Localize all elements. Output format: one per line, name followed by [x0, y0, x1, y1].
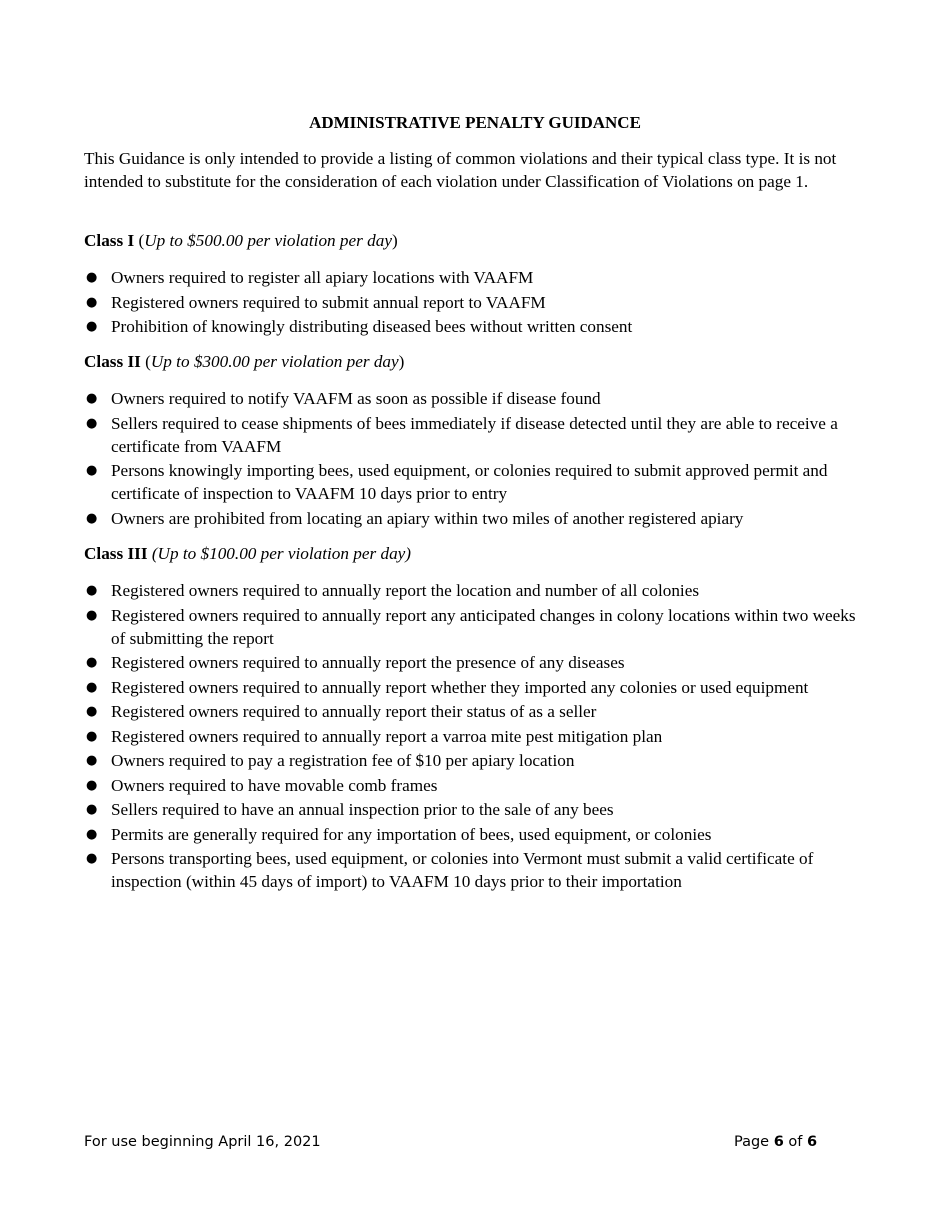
list-item	[84, 579, 866, 602]
bullet-icon: ●	[86, 777, 98, 793]
class-2-limit: Up to $300.00 per violation per day	[150, 352, 399, 371]
page-label: Page	[734, 1134, 770, 1150]
footer-effective-date: For use beginning April 16, 2021	[84, 1134, 321, 1150]
list-item-text: Owners are prohibited from locating an apiary within two miles of another registered apiary	[111, 508, 744, 528]
page-of-label: of	[788, 1134, 803, 1150]
class-1-limit: Up to $500.00 per violation per day	[144, 231, 392, 250]
list-item-text: Registered owners required to annually report whether they imported any colonies or used equipment	[111, 677, 809, 697]
bullet-icon: ●	[86, 510, 98, 526]
bullet-icon: ●	[86, 463, 98, 478]
list-item-text: Owners required to pay a registration fee of $10 per apiary location	[111, 751, 575, 770]
list-item	[84, 749, 866, 772]
bullet-icon: ●	[86, 270, 98, 285]
intro-paragraph: This Guidance is only intended to provide a listing of common violations and their typical class type. It is not intended to substitute for the consideration of each violation under Classification of Violations on page 1.	[84, 149, 837, 191]
list-item	[84, 676, 866, 699]
document-title: ADMINISTRATIVE PENALTY GUIDANCE	[309, 113, 641, 132]
bullet-icon: ●	[86, 679, 98, 695]
list-item	[84, 387, 866, 410]
page-current: 6	[773, 1134, 784, 1150]
list-item-text: Registered owners required to submit annual report to VAAFM	[111, 292, 546, 312]
class-2-heading: Class II (Up to $300.00 per violation per day)	[84, 352, 405, 371]
list-item	[84, 266, 866, 289]
list-item	[84, 412, 866, 458]
list-item-text: Registered owners required to annually report their status of as a seller	[111, 702, 597, 721]
list-item	[84, 651, 866, 674]
list-item	[84, 798, 866, 821]
class-3-limit: (Up to $100.00 per violation per day)	[151, 544, 412, 563]
class-3-heading	[84, 542, 866, 565]
list-item	[84, 847, 866, 893]
class-1-name: Class I	[84, 231, 135, 250]
list-item-text: Permits are generally required for any importation of bees, used equipment, or colonies	[111, 824, 712, 844]
footer-page-number	[734, 1132, 817, 1152]
bullet-icon: ●	[86, 415, 98, 431]
list-item	[84, 315, 866, 338]
class-3-list	[84, 579, 866, 895]
list-item-text: Owners required to register all apiary locations with VAAFM	[111, 268, 534, 287]
list-item	[84, 604, 866, 650]
bullet-icon: ●	[86, 753, 98, 768]
bullet-icon: ●	[86, 802, 98, 817]
bullet-icon: ●	[86, 294, 98, 310]
list-item	[84, 459, 866, 505]
list-item	[84, 291, 866, 314]
class-2-name: Class II	[84, 352, 141, 371]
list-item	[84, 725, 866, 748]
bullet-icon: ●	[86, 655, 98, 670]
bullet-icon: ●	[86, 851, 98, 866]
page-total: 6	[807, 1134, 818, 1150]
list-item-text: Registered owners required to annually report a varroa mite pest mitigation plan	[111, 726, 663, 746]
list-item-text: Prohibition of knowingly distributing diseased bees without written consent	[111, 317, 633, 336]
list-item	[84, 823, 866, 846]
bullet-icon: ●	[86, 319, 98, 334]
list-item-text: Owners required to notify VAAFM as soon as possible if disease found	[111, 389, 601, 408]
list-item-text: Sellers required to have an annual inspection prior to the sale of any bees	[111, 800, 614, 819]
class-1-list	[84, 266, 866, 340]
list-item-text: Sellers required to cease shipments of bees immediately if disease detected until they are able to receive a certificate from VAAFM	[111, 413, 838, 456]
list-item-text: Registered owners required to annually report the presence of any diseases	[111, 653, 625, 672]
bullet-icon: ●	[86, 607, 98, 623]
list-item	[84, 700, 866, 723]
list-item-text: Owners required to have movable comb frames	[111, 775, 438, 795]
list-item	[84, 774, 866, 797]
list-item-text: Persons knowingly importing bees, used equipment, or colonies required to submit approved permit and certificate of inspection to VAAFM 10 days prior to entry	[111, 461, 828, 503]
class-1-heading: Class I (Up to $500.00 per violation per day)	[84, 231, 398, 250]
bullet-icon: ●	[86, 391, 98, 406]
bullet-icon: ●	[86, 826, 98, 842]
bullet-icon: ●	[86, 728, 98, 744]
list-item-text: Registered owners required to annually report any anticipated changes in colony locations within two weeks of submitting the report	[111, 605, 856, 648]
list-item-text: Registered owners required to annually report the location and number of all colonies	[111, 581, 700, 600]
list-item-text: Persons transporting bees, used equipment, or colonies into Vermont must submit a valid certificate of inspection (within 45 days of import) to VAAFM 10 days prior to their importation	[111, 849, 814, 891]
bullet-icon: ●	[86, 583, 98, 598]
class-3-name: Class III	[84, 544, 148, 563]
list-item	[84, 507, 866, 530]
bullet-icon: ●	[86, 704, 98, 719]
class-2-list	[84, 387, 866, 531]
